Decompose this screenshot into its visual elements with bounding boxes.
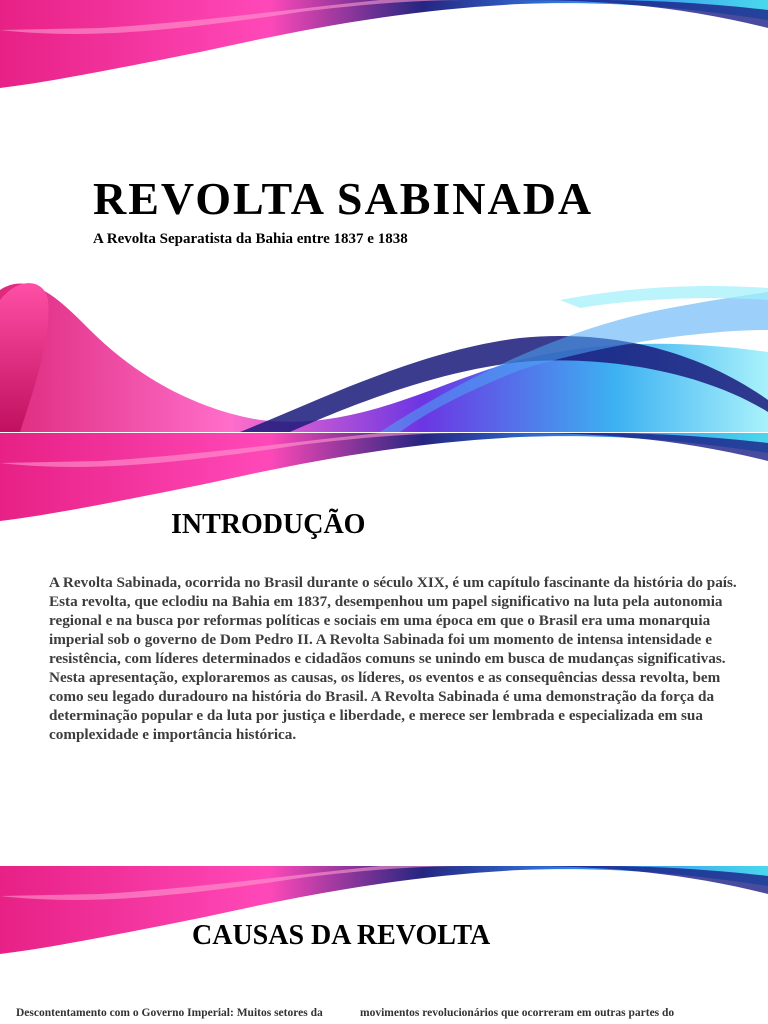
causes-right-column-text: movimentos revolucionários que ocorreram em outras partes do [360,1007,675,1019]
presentation-title: REVOLTA SABINADA [93,173,594,224]
intro-slide [0,433,768,865]
causes-heading: CAUSAS DA REVOLTA [192,920,491,951]
top-ribbon-decoration [0,433,768,533]
causes-slide [0,866,768,1024]
presentation-subtitle: A Revolta Separatista da Bahia entre 1837 e 1838 [93,231,408,247]
causes-left-column-text: Descontentamento com o Governo Imperial: Muitos setores da [16,1007,323,1019]
intro-heading: INTRODUÇÃO [171,509,366,540]
intro-body-text: A Revolta Sabinada, ocorrida no Brasil durante o século XIX, é um capítulo fascinante da história do país. Esta revolta, que eclodiu na Bahia em 1837, desempenhou um papel significativo na luta pela autonomia regional e na busca por reformas políticas e sociais em uma época em que o Brasil era uma monarquia imperial sob o governo de Dom Pedro II. A Revolta Sabinada foi um momento de intensa intensidade e resistência, com líderes determinados e cidadãos comuns se unindo em busca de mudanças significativas. Nesta apresentação, exploraremos as causas, os líderes, os eventos e as consequências dessa revolta, bem como seu legado duradouro na história do Brasil. A Revolta Sabinada é uma demonstração da força da determinação popular e da luta por justiça e liberdade, e merece ser lembrada e especializada em sua complexidade e importância histórica. [49,574,737,743]
title-slide [0,0,768,432]
